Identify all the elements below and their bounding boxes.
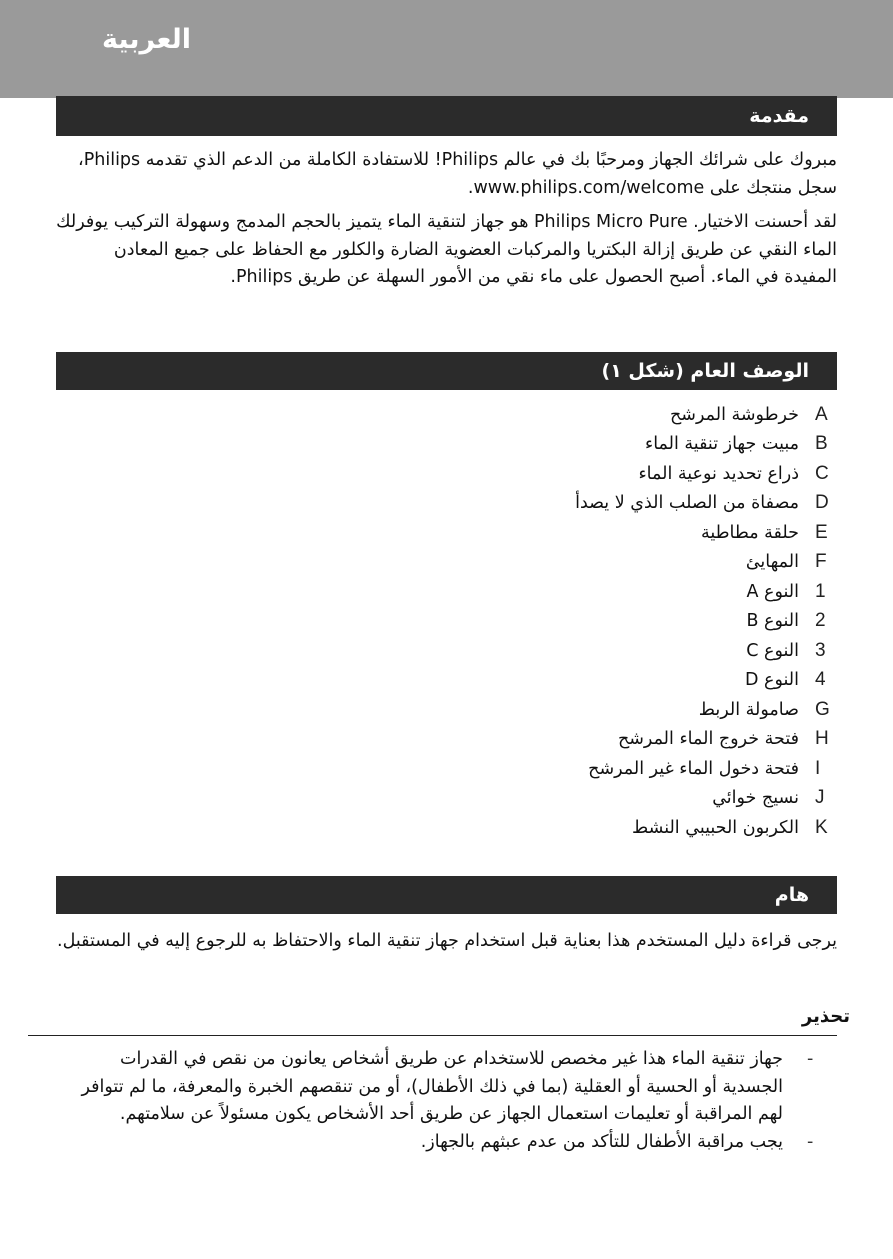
parts-list [419,400,839,843]
intro-paragraph-1: مبروك على شرائك الجهاز ومرحبًا بك في عالم Philips! للاستفادة الكاملة من الدعم الذي تقدمه Philips، سجل منتجك على www.philips.com/welcome. [78,150,837,198]
item-mark: 1 [815,580,826,602]
item-mark: G [815,698,830,720]
list-item [56,1129,837,1157]
item-mark: 2 [815,610,826,632]
warning-text: جهاز تنقية الماء هذا غير مخصص للاستخدام عن طريق أشخاص يعانون من نقص في القدرات الجسدية أو الحسية أو العقلية (بما في ذلك الأطفال)، أو من تنقصهم الخبرة والمعرفة، ما لم تتوافر لهم المراقبة أو تعليمات استعمال الجهاز عن طريق أحد الأشخاص يكون مسئولاً عن سلامتهم. [81,1049,783,1124]
list-item [419,754,839,784]
list-item [419,813,839,843]
item-text: حلقة مطاطية [700,522,799,543]
section-header-general-description [56,352,837,390]
language-title: العربية [102,24,191,55]
item-mark: E [815,521,828,543]
item-text: صامولة الربط [698,699,799,720]
list-item [419,636,839,666]
list-item [419,784,839,814]
item-text: فتحة خروج الماء المرشح [617,729,799,750]
warning-text: يجب مراقبة الأطفال للتأكد من عدم عبثهم بالجهاز. [420,1131,783,1152]
item-text: مبيت جهاز تنقية الماء [644,434,799,455]
list-item [419,400,839,430]
list-item [419,430,839,460]
section-title-intro: مقدمة [749,105,809,127]
list-item [419,459,839,489]
section-header-intro [56,96,837,136]
section-header-important [56,876,837,914]
section-title-general-description: الوصف العام (شكل ١) [601,360,809,382]
warning-divider [28,1035,837,1036]
item-text: النوع A [746,581,799,602]
item-text: نسيج خوائي [712,788,799,809]
list-item [419,725,839,755]
list-item [419,489,839,519]
item-text: فتحة دخول الماء غير المرشح [588,758,799,779]
header-band [0,0,893,98]
item-text: النوع D [744,670,799,691]
warning-title: تحذير [801,1006,850,1027]
list-item [419,695,839,725]
item-mark: H [815,728,829,750]
item-mark: B [815,433,828,455]
item-mark: D [815,492,829,514]
intro-paragraph-2: لقد أحسنت الاختيار. Philips Micro Pure هو جهاز لتنقية الماء يتميز بالحجم المدمج وسهولة التركيب يوفرلك الماء النقي عن طريق إزالة البكتريا والمركبات العضوية الضارة والكلور مع الحفاظ على جميع المعادن المفيدة في الماء. أصبح الحصول على ماء نقي من الأمور السهلة عن طريق Philips. [56,212,837,287]
list-item [419,607,839,637]
item-mark: J [815,787,825,809]
list-item [56,1046,837,1129]
item-mark: C [815,462,829,484]
item-mark: A [815,403,828,425]
item-text: النوع B [746,611,799,632]
list-item [419,518,839,548]
bullet-dash: - [807,1049,814,1069]
list-item [419,548,839,578]
item-mark: F [815,551,827,573]
warning-list [56,1046,837,1156]
list-item [419,577,839,607]
item-mark: 4 [815,669,826,691]
important-paragraph: يرجى قراءة دليل المستخدم هذا بعناية قبل استخدام جهاز تنقية الماء والاحتفاظ به للرجوع إليه في المستقبل. [57,931,837,951]
item-mark: I [815,757,821,779]
list-item [419,666,839,696]
item-text: خرطوشة المرشح [670,404,799,425]
item-mark: K [815,816,828,838]
item-text: مصفاة من الصلب الذي لا يصدأ [575,493,799,514]
item-mark: 3 [815,639,826,661]
bullet-dash: - [807,1131,814,1152]
item-text: النوع C [746,640,799,661]
item-text: المهايئ [745,552,799,573]
item-text: الكربون الحبيبي النشط [631,817,799,838]
item-text: ذراع تحديد نوعية الماء [638,463,799,484]
section-title-important: هام [774,884,809,906]
